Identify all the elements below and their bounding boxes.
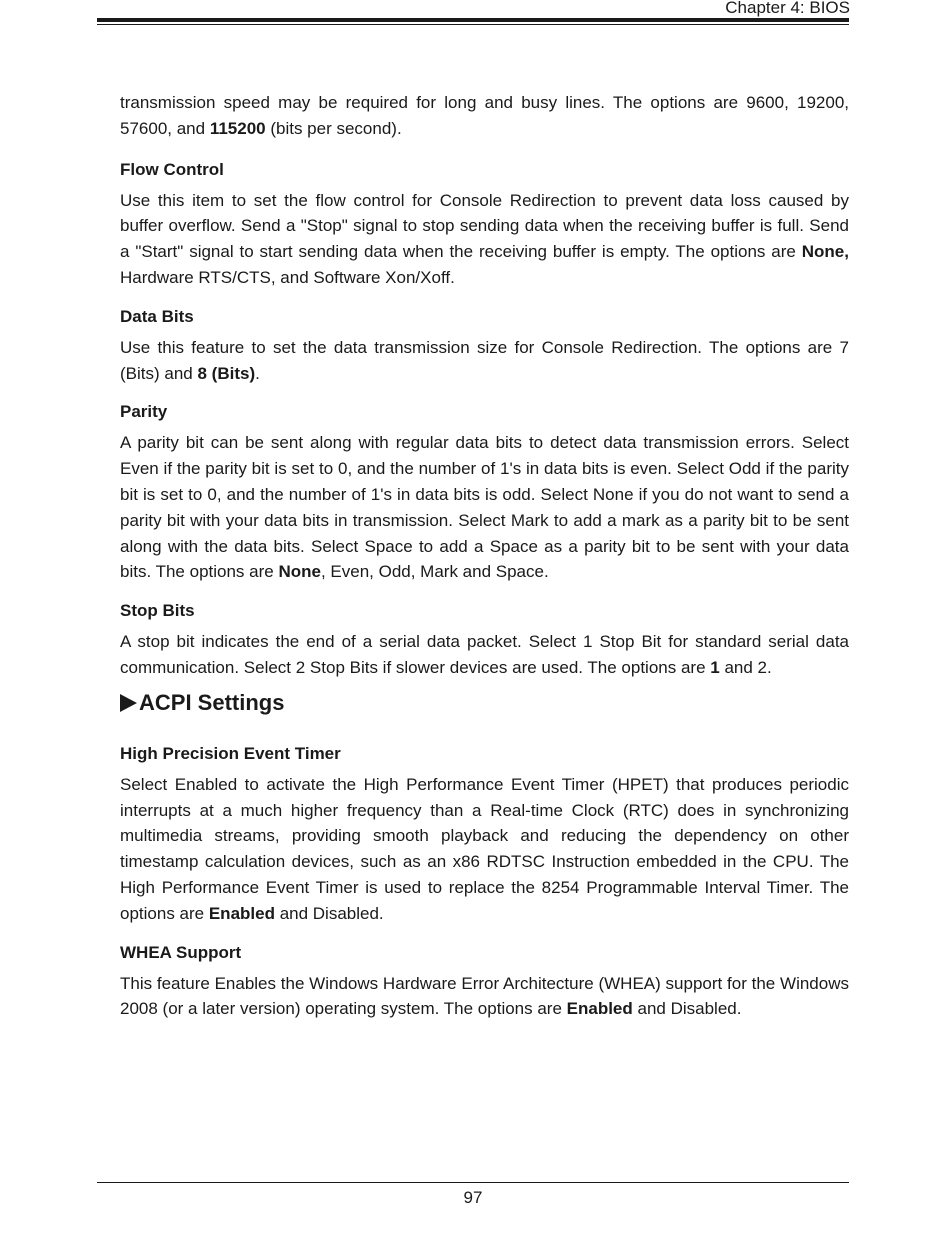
flow-control-heading: Flow Control	[120, 159, 224, 179]
stop-bits-heading: Stop Bits	[120, 601, 195, 621]
whea-paragraph: This feature Enables the Windows Hardware Error Architecture (WHEA) support for the Windows 2008 (or a later version) operating system. The options are Enabled and Disabled.	[120, 973, 849, 1019]
option-default: 8 (Bits)	[197, 363, 256, 383]
header-rule-thick	[97, 18, 849, 22]
flow-control-paragraph: Use this item to set the flow control for Console Redirection to prevent data loss caused by buffer overflow. Send a "Stop" signal to stop sending data when the receiving buffer is full. Send a "Start" signal to start sending data when the receiving buffer is empty. The options are None, Hardware RTS/CTS, and Software Xon/Xoff.	[120, 190, 849, 287]
option-default: 115200	[209, 118, 266, 138]
header-rule-thin	[97, 24, 849, 25]
hpet-paragraph: Select Enabled to activate the High Performance Event Timer (HPET) that produces periodic interrupts at a much higher frequency than a Real-time Clock (RTC) does in synchronizing multimedia streams, providing smooth playback and reducing the dependency on other timestamp calculation devices, such as an x86 RDTSC Instruction embedded in the CPU. The High Performance Event Timer is used to replace the 8254 Programmable Interval Timer. The options are Enabled and Disabled.	[120, 774, 849, 923]
page-number: 97	[463, 1188, 483, 1207]
page-content	[120, 90, 849, 1022]
option-default: Enabled	[566, 999, 633, 1019]
parity-paragraph: A parity bit can be sent along with regular data bits to detect data transmission errors. Select Even if the parity bit is set to 0, and the number of 1's in data bits is even. Select Odd if the parity bit is set to 0, and the number of 1's in data bits is odd. Select None if you do not want to send a parity bit with your data bits in transmission. Select Mark to add a mark as a parity bit to be sent along with the data bits. Select Space to add a Space as a parity bit to be sent with your data bits. The options are None, Even, Odd, Mark and Space.	[120, 433, 849, 582]
option-default: None	[278, 562, 321, 582]
acpi-settings-heading: ACPI Settings	[120, 689, 849, 717]
data-bits-paragraph: Use this feature to set the data transmission size for Console Redirection. The options are 7 (Bits) and 8 (Bits).	[120, 337, 849, 383]
option-default: Enabled	[208, 903, 275, 923]
whea-heading: WHEA Support	[120, 942, 242, 962]
stop-bits-paragraph: A stop bit indicates the end of a serial data packet. Select 1 Stop Bit for standard serial data communication. Select 2 Stop Bits if slower devices are used. The options are 1 and 2.	[120, 632, 849, 677]
triangle-right-icon	[120, 694, 137, 712]
hpet-heading: High Precision Event Timer	[120, 743, 341, 763]
parity-heading: Parity	[120, 402, 168, 422]
data-bits-heading: Data Bits	[120, 306, 194, 326]
option-default: 1	[710, 657, 720, 677]
chapter-header: Chapter 4: BIOS	[725, 0, 850, 17]
intro-paragraph: transmission speed may be required for long and busy lines. The options are 9600, 19200, 57600, and 115200 (bits per second).	[120, 93, 849, 138]
option-default: None,	[801, 242, 849, 262]
footer-rule	[97, 1182, 849, 1183]
